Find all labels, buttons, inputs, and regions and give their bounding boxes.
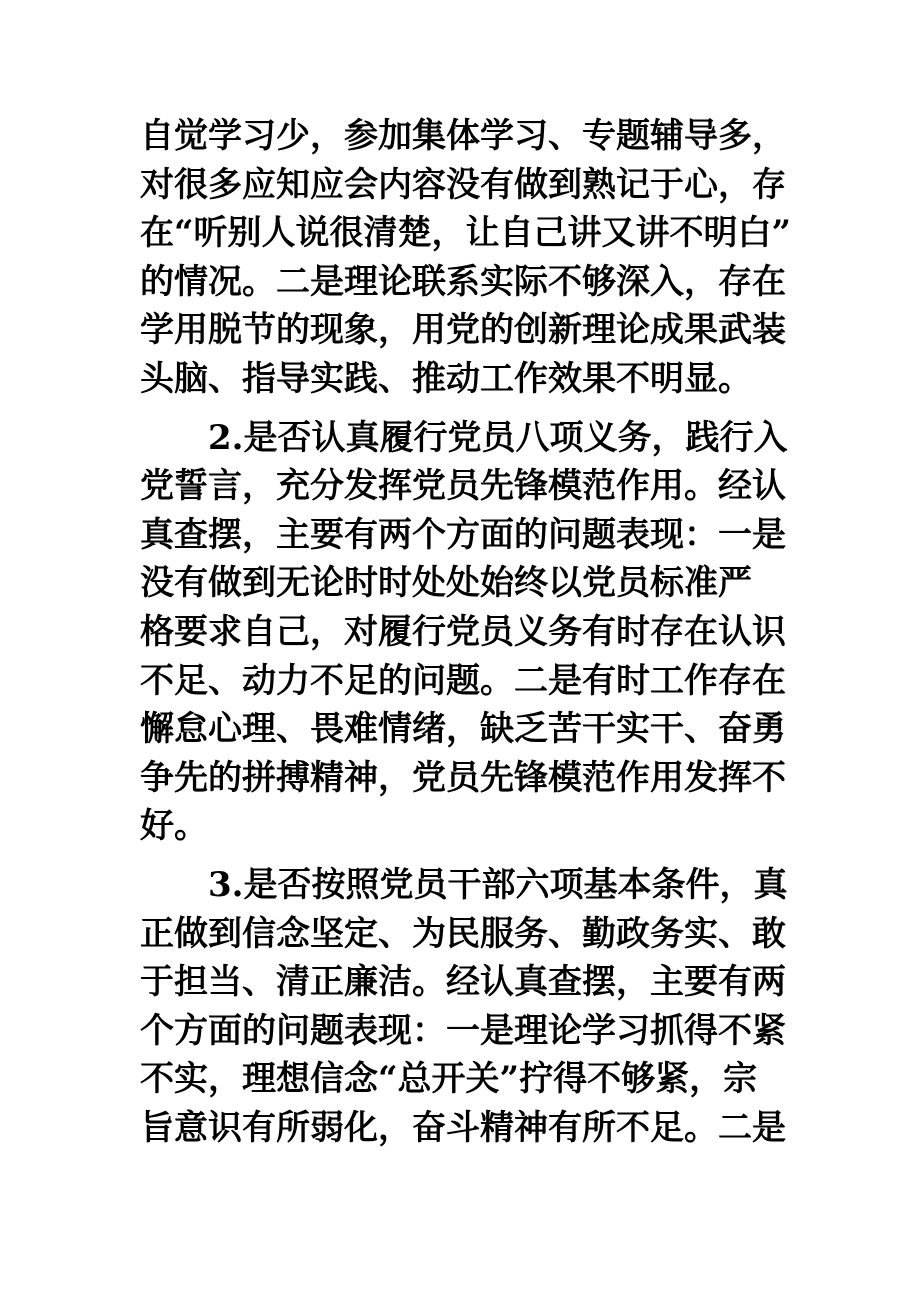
- text-line: 好。: [140, 806, 208, 847]
- text-line: 头脑、指导实践、推动工作效果不明显。: [140, 358, 752, 399]
- document-page: [140, 112, 792, 1162]
- text-line: 3.是否按照党员干部六项基本条件，真: [208, 864, 788, 905]
- text-line: 正做到信念坚定、为民服务、勤政务实、敢: [140, 913, 786, 954]
- text-line: 格要求自己，对履行党员义务有时存在认识: [140, 611, 786, 652]
- text-line: 真查摆，主要有两个方面的问题表现：一是: [140, 514, 786, 555]
- paragraph-2: [140, 414, 788, 851]
- text-line: 不足、动力不足的问题。二是有时工作存在: [140, 660, 786, 701]
- paragraph-1: [140, 112, 792, 404]
- text-line: 在“听别人说很清楚，让自己讲又讲不明白”: [140, 213, 792, 254]
- text-line: 懈怠心理、畏难情绪，缺乏苦干实干、奋勇: [140, 709, 786, 750]
- text-line: 2.是否认真履行党员八项义务，践行入: [208, 417, 788, 458]
- text-line: 学用脱节的现象，用党的创新理论成果武装: [140, 310, 786, 351]
- text-line: 对很多应知应会内容没有做到熟记于心，存: [140, 164, 786, 205]
- text-line: 的情况。二是理论联系实际不够深入，存在: [140, 261, 786, 302]
- text-line: 党誓言，充分发挥党员先锋模范作用。经认: [140, 466, 786, 507]
- text-line: 旨意识有所弱化，奋斗精神有所不足。二是: [140, 1107, 786, 1148]
- text-line: 个方面的问题表现：一是理论学习抓得不紧: [140, 1010, 786, 1051]
- text-line: 自觉学习少，参加集体学习、专题辅导多，: [140, 116, 786, 156]
- text-line: 不实，理想信念“总开关”拧得不够紧，宗: [140, 1059, 758, 1100]
- text-line: 争先的拼搏精神，党员先锋模范作用发挥不: [140, 757, 786, 798]
- text-line: 于担当、清正廉洁。经认真查摆，主要有两: [140, 962, 786, 1003]
- paragraph-3: [140, 861, 788, 1153]
- text-line: 没有做到无论时时处处始终以党员标准严: [140, 563, 752, 604]
